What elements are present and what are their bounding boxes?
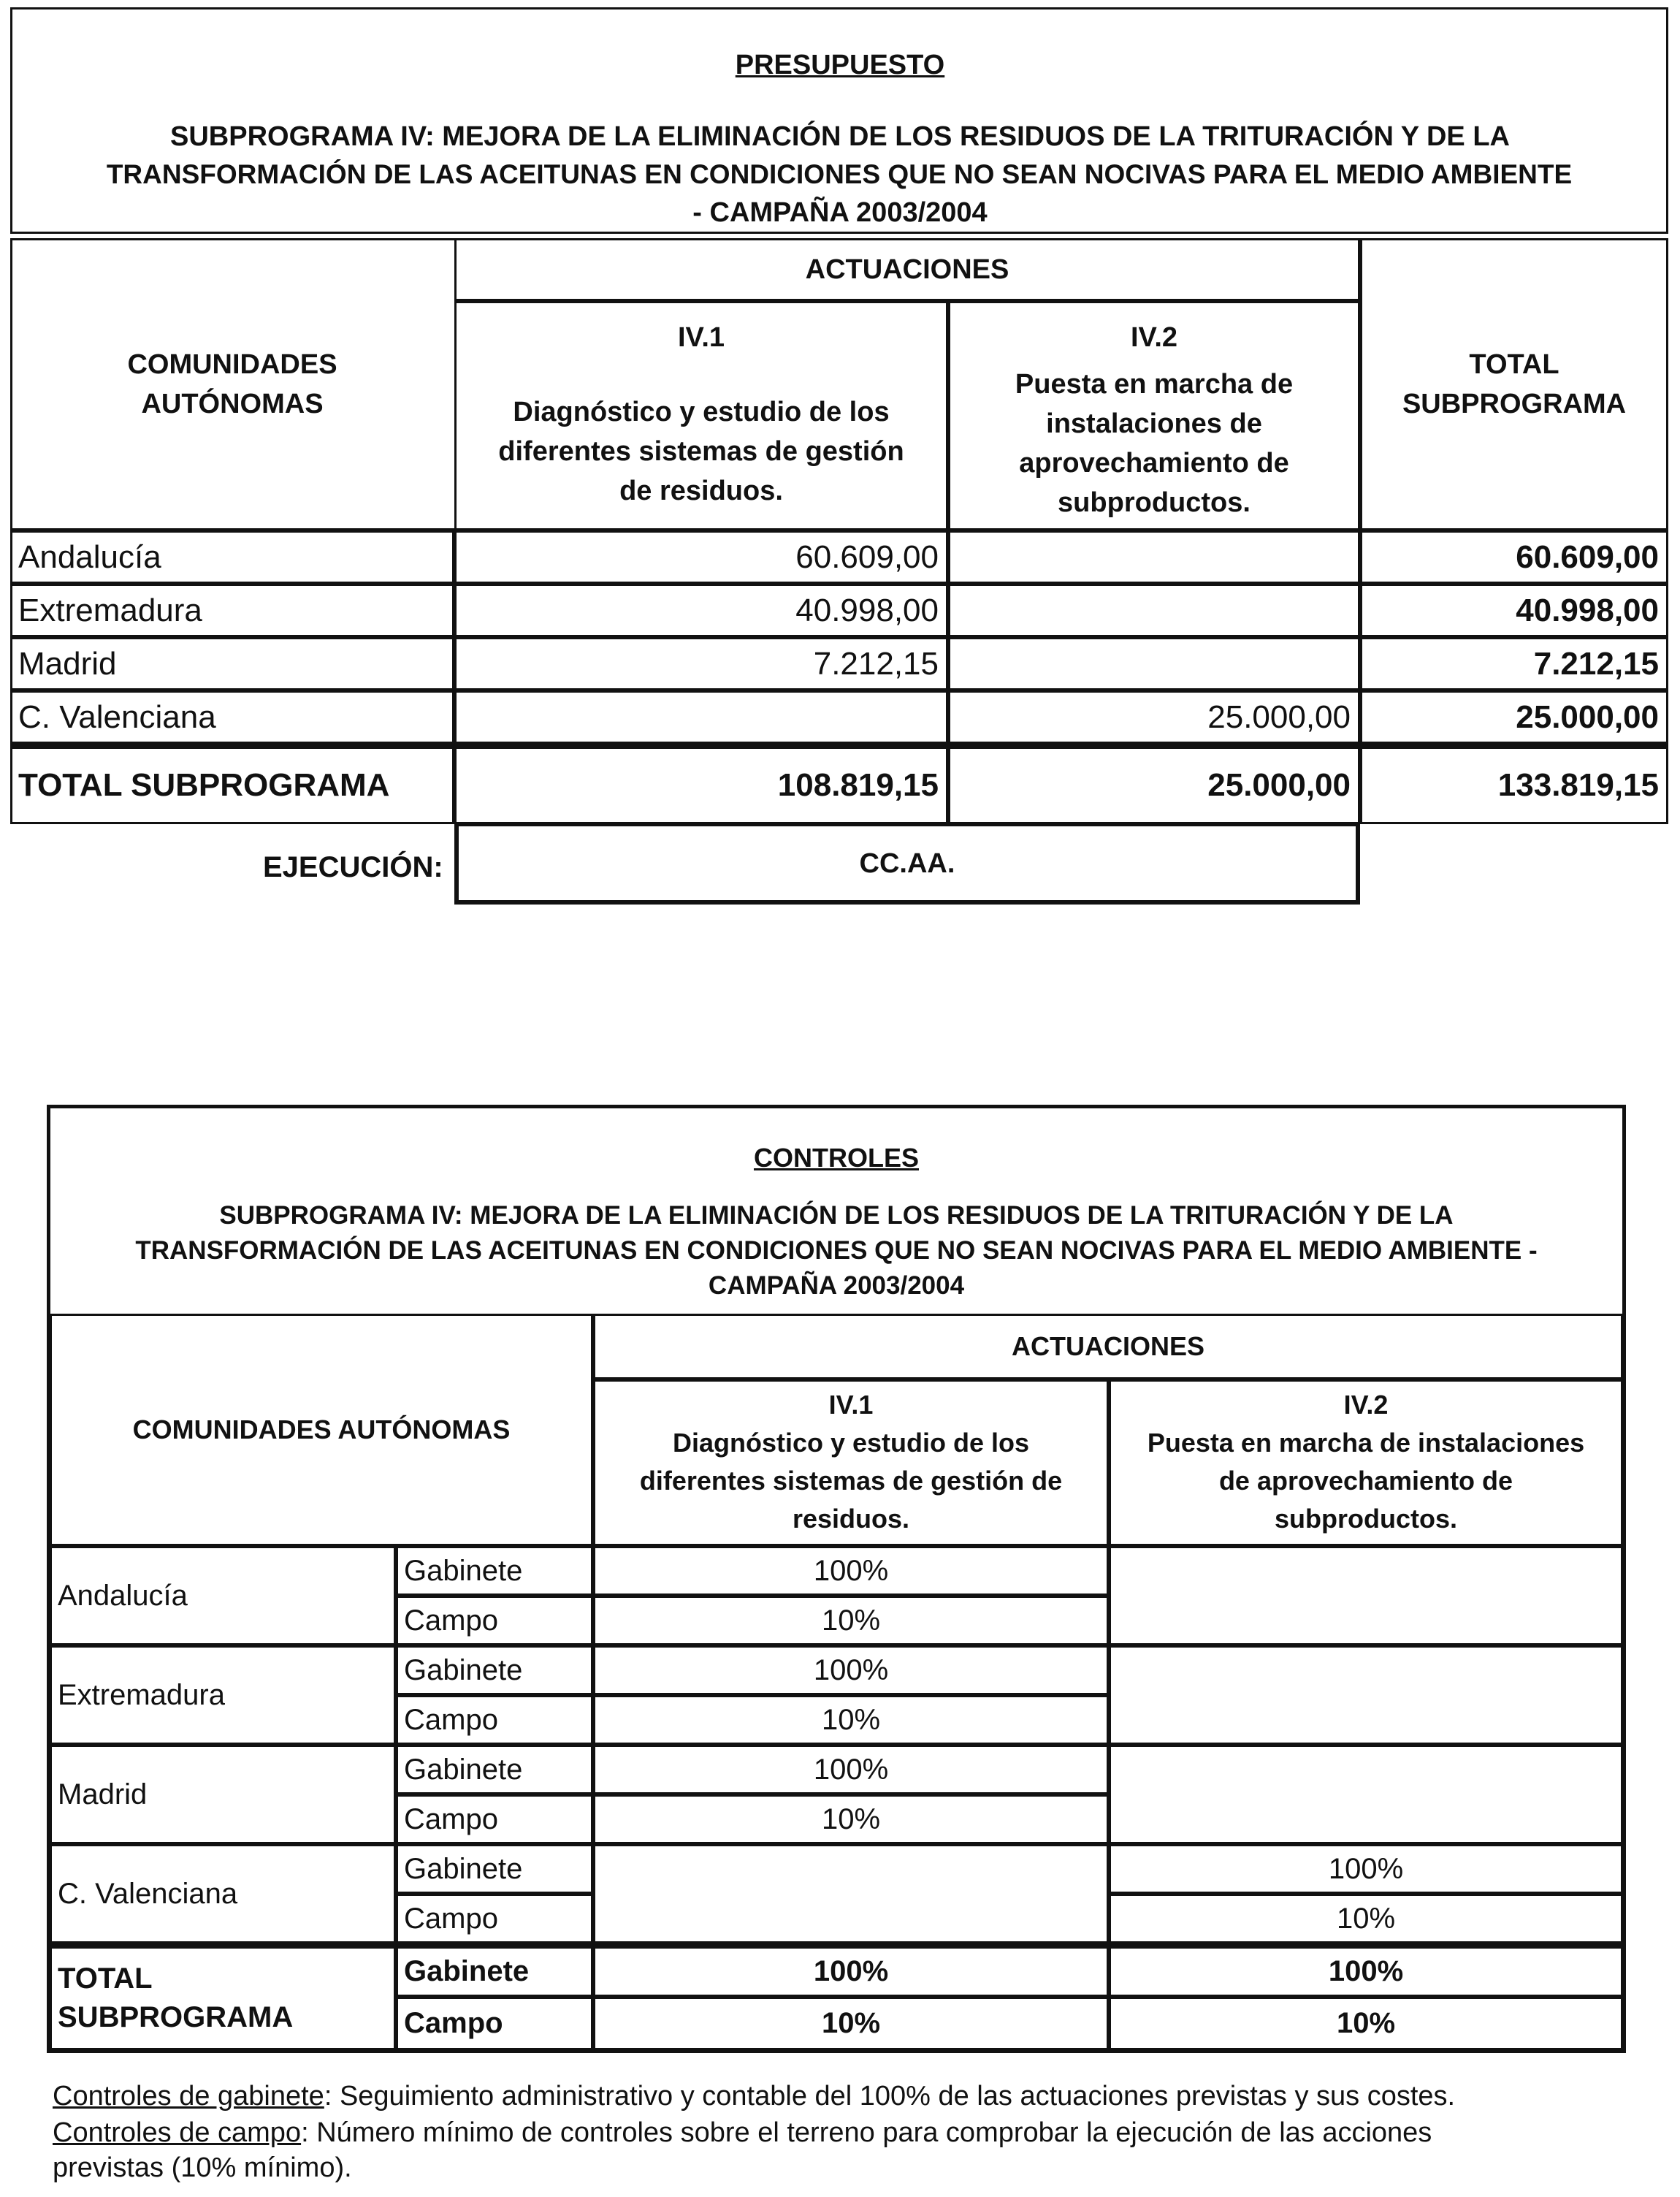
iv1-desc-line1: Diagnóstico y estudio de los (513, 397, 890, 427)
controles-iv2-block (1109, 1645, 1623, 1745)
controles-cam-iv1: 10% (593, 1596, 1109, 1645)
presupuesto-row-iv2: 25.000,00 (948, 690, 1360, 744)
note-gabinete-term: Controles de gabinete (53, 2081, 324, 2112)
controles-cam-iv1: 10% (593, 1794, 1109, 1844)
iv2-desc-line2: instalaciones de (1046, 408, 1262, 439)
controles-total-gab-iv1: 100% (593, 1943, 1109, 1997)
controles-total-type-gabinete: Gabinete (396, 1943, 593, 1997)
presupuesto-actuaciones-header: ACTUACIONES (454, 238, 1360, 301)
controles-type-campo: Campo (396, 1596, 593, 1645)
controles-gab-iv1: 100% (593, 1546, 1109, 1596)
controles-iv2-block (1109, 1546, 1623, 1645)
controles-iv1-block (593, 1844, 1109, 1943)
controles-cam-iv2: 10% (1109, 1894, 1623, 1943)
iv2-desc-line1: Puesta en marcha de (1015, 369, 1294, 400)
controles-total-cam-iv1: 10% (593, 1997, 1109, 2050)
presupuesto-title-line2: TRANSFORMACIÓN DE LAS ACEITUNAS EN CONDICIONES QUE NO SEAN NOCIVAS PARA EL MEDIO AMBIENTE (106, 159, 1573, 189)
presupuesto-row-iv1: 7.212,15 (454, 637, 948, 690)
note-campo-term: Controles de campo (53, 2117, 302, 2148)
controles-total-label (50, 1943, 396, 2050)
presupuesto-row-iv1: 60.609,00 (454, 530, 948, 584)
controles-iv1-code: IV.1 (828, 1390, 874, 1420)
controles-title-line1: SUBPROGRAMA IV: MEJORA DE LA ELIMINACIÓN DE LOS RESIDUOS DE LA TRITURACIÓN Y DE LA (219, 1201, 1454, 1230)
note-gabinete (53, 2081, 1455, 2112)
controles-iv2-desc-line1: Puesta en marcha de instalaciones (1147, 1428, 1585, 1458)
presupuesto-total-iv1: 108.819,15 (454, 744, 948, 824)
presupuesto-total-header (1360, 238, 1668, 530)
iv1-desc-line3: de residuos. (619, 476, 783, 506)
presupuesto-row-region: Extremadura (10, 584, 454, 637)
controles-total-label-line1: TOTAL (58, 1962, 153, 1995)
comunidades-line1: COMUNIDADES (127, 349, 337, 380)
presupuesto-row-iv2 (948, 584, 1360, 637)
total-header-line1: TOTAL (1469, 349, 1559, 380)
controles-total-type-campo: Campo (396, 1997, 593, 2050)
note-campo (53, 2117, 1432, 2149)
presupuesto-iv2-header (948, 301, 1360, 530)
controles-gab-iv1: 100% (593, 1745, 1109, 1794)
controles-region: Andalucía (50, 1546, 396, 1645)
controles-iv2-desc-line3: subproductos. (1275, 1504, 1457, 1534)
controles-iv2-desc-line2: de aprovechamiento de (1218, 1466, 1513, 1496)
presupuesto-row-total: 25.000,00 (1360, 690, 1668, 744)
note-campo-text: : Número mínimo de controles sobre el terreno para comprobar la ejecución de las acciones (301, 2117, 1432, 2148)
iv1-desc-line2: diferentes sistemas de gestión (498, 436, 904, 467)
controles-cam-iv1: 10% (593, 1695, 1109, 1745)
presupuesto-row-total: 40.998,00 (1360, 584, 1668, 637)
controles-gab-iv2: 100% (1109, 1844, 1623, 1894)
presupuesto-title-line1: SUBPROGRAMA IV: MEJORA DE LA ELIMINACIÓN DE LOS RESIDUOS DE LA TRITURACIÓN Y DE LA (170, 121, 1510, 152)
controles-total-cam-iv2: 10% (1109, 1997, 1623, 2050)
controles-total-gab-iv2: 100% (1109, 1943, 1623, 1997)
presupuesto-total-label: TOTAL SUBPROGRAMA (10, 744, 454, 824)
controles-iv1-desc-line1: Diagnóstico y estudio de los (672, 1428, 1030, 1458)
iv2-code: IV.2 (1130, 322, 1178, 353)
total-header-line2: SUBPROGRAMA (1402, 389, 1627, 419)
controles-comunidades-label: COMUNIDADES AUTÓNOMAS (132, 1414, 511, 1444)
presupuesto-total-total: 133.819,15 (1360, 744, 1668, 824)
presupuesto-row-iv2 (948, 530, 1360, 584)
controles-region: C. Valenciana (50, 1844, 396, 1943)
controles-type-gabinete: Gabinete (396, 1645, 593, 1695)
controles-iv1-desc-line2: diferentes sistemas de gestión de (639, 1466, 1063, 1496)
controles-region: Madrid (50, 1745, 396, 1844)
presupuesto-title-line3: - CAMPAÑA 2003/2004 (692, 197, 988, 228)
ejecucion-value: CC.AA. (454, 824, 1360, 905)
presupuesto-row-region: C. Valenciana (10, 690, 454, 744)
controles-type-campo: Campo (396, 1894, 593, 1943)
controles-actuaciones-header: ACTUACIONES (593, 1314, 1623, 1379)
controles-gab-iv1: 100% (593, 1645, 1109, 1695)
controles-type-gabinete: Gabinete (396, 1844, 593, 1894)
presupuesto-iv1-header (454, 301, 948, 530)
presupuesto-heading: PRESUPUESTO (735, 50, 945, 80)
controles-total-label-line2: SUBPROGRAMA (58, 2001, 294, 2033)
presupuesto-row-region: Madrid (10, 637, 454, 690)
presupuesto-col-comunidades (10, 238, 454, 530)
controles-type-gabinete: Gabinete (396, 1546, 593, 1596)
presupuesto-row-iv1: 40.998,00 (454, 584, 948, 637)
presupuesto-row-total: 60.609,00 (1360, 530, 1668, 584)
presupuesto-row-total: 7.212,15 (1360, 637, 1668, 690)
iv1-code: IV.1 (677, 322, 725, 353)
presupuesto-total-iv2: 25.000,00 (948, 744, 1360, 824)
presupuesto-row-iv1 (454, 690, 948, 744)
presupuesto-row-iv2 (948, 637, 1360, 690)
ejecucion-label: EJECUCIÓN: (263, 851, 443, 883)
iv2-desc-line4: subproductos. (1058, 487, 1251, 518)
iv2-desc-line3: aprovechamiento de (1019, 448, 1289, 479)
controles-type-gabinete: Gabinete (396, 1745, 593, 1794)
controles-iv2-header (1109, 1379, 1623, 1546)
controles-iv1-header (593, 1379, 1109, 1546)
controles-title-line2: TRANSFORMACIÓN DE LAS ACEITUNAS EN CONDICIONES QUE NO SEAN NOCIVAS PARA EL MEDIO AMBIENTE - (135, 1236, 1538, 1265)
note-gabinete-text: : Seguimiento administrativo y contable del 100% de las actuaciones previstas y sus costes. (324, 2081, 1456, 2112)
controles-title-line3: CAMPAÑA 2003/2004 (708, 1271, 965, 1300)
controles-iv2-block (1109, 1745, 1623, 1844)
controles-iv1-desc-line3: residuos. (792, 1504, 910, 1534)
note-campo-line2: previstas (10% mínimo). (53, 2152, 352, 2183)
controles-heading: CONTROLES (753, 1143, 919, 1173)
controles-region: Extremadura (50, 1645, 396, 1745)
controles-type-campo: Campo (396, 1695, 593, 1745)
controles-iv2-code: IV.2 (1343, 1390, 1389, 1420)
controles-col-comunidades (50, 1314, 593, 1546)
controles-type-campo: Campo (396, 1794, 593, 1844)
comunidades-line2: AUTÓNOMAS (141, 389, 324, 419)
presupuesto-row-region: Andalucía (10, 530, 454, 584)
